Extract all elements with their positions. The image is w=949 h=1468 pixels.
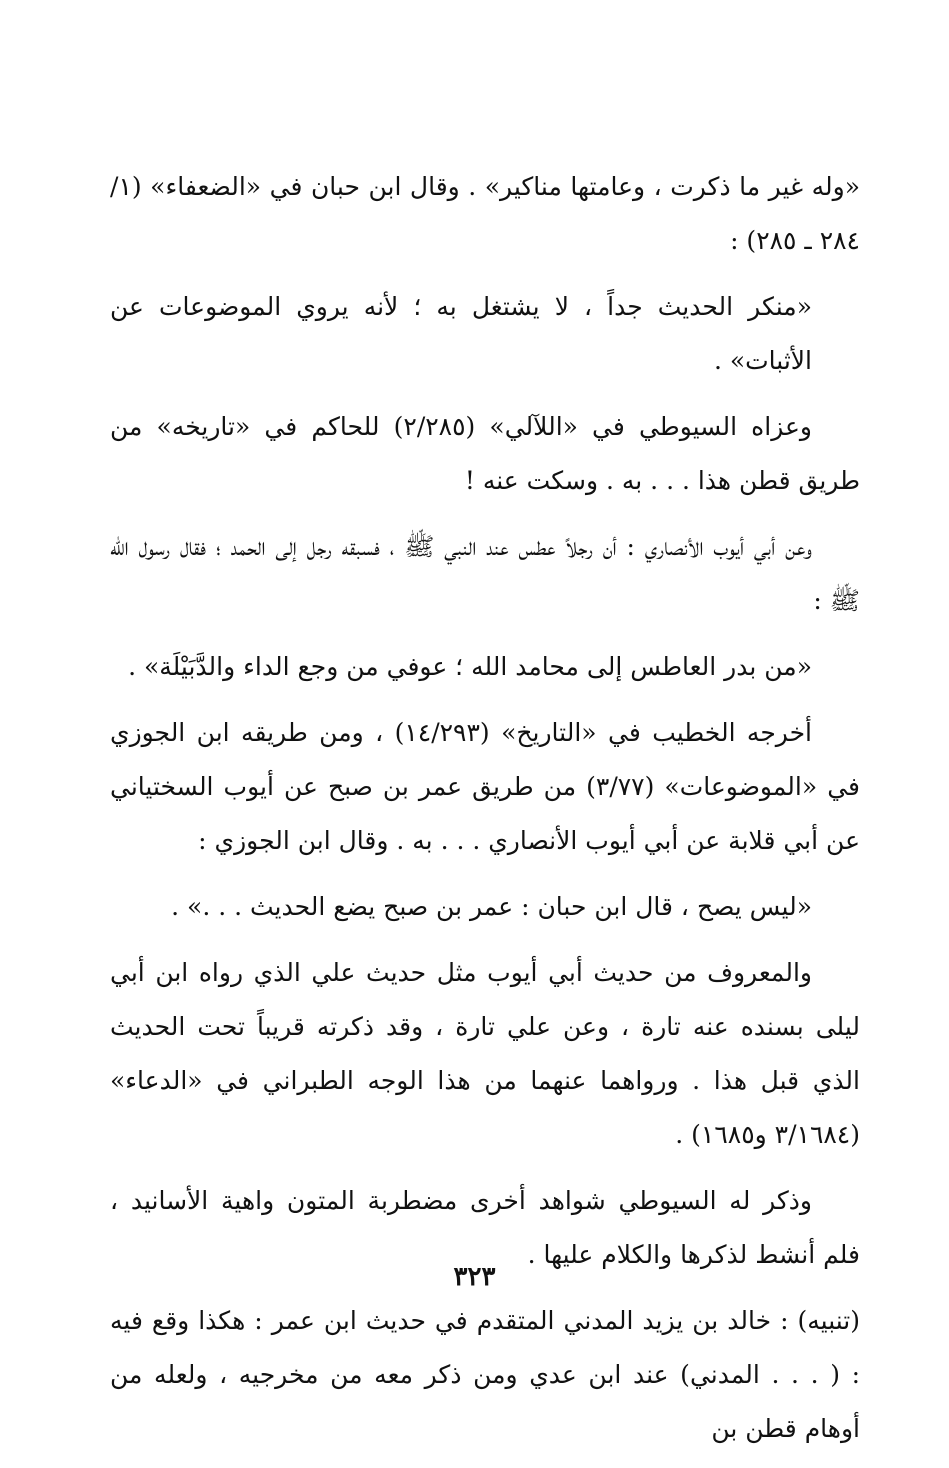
- paragraph-3: وعن أبي أيوب الأنصاري : أن رجلاً عطس عند النبي ﷺ ، فسبقه رجل إلى الحمد ؛ فقال رسول الله ﷺ :: [110, 532, 860, 615]
- paragraph-5: والمعروف من حديث أبي أيوب مثل حديث علي الذي رواه ابن أبي ليلى بسنده عنه تارة ، وعن علي تارة ، وقد ذكرته قريباً تحت الحديث الذي قبل هذا . ورواهما عنهما من هذا الوجه الطبراني في «الدعاء» (٣/١٦٨٤ و١٦٨٥) .: [110, 958, 860, 1149]
- quotation-2: «من بدر العاطس إلى محامد الله ؛ عوفي من وجع الداء والدَّبَيْلَة» .: [128, 652, 812, 681]
- paragraph-6: وذكر له السيوطي شواهد أخرى مضطربة المتون واهية الأسانيد ، فلم أنشط لذكرها والكلام عليها .: [110, 1186, 860, 1269]
- page-number: ٣٢٣: [453, 1262, 496, 1292]
- paragraph-2: وعزاه السيوطي في «اللآلي» (٢/٢٨٥) للحاكم في «تاريخه» من طريق قطن هذا . . . به . وسكت عنه !: [110, 412, 860, 495]
- quotation-3: «ليس يصح ، قال ابن حبان : عمر بن صبح يضع الحديث . . .» .: [171, 892, 812, 921]
- paragraph-7: (تنبيه) : خالد بن يزيد المدني المتقدم في حديث ابن عمر : هكذا وقع فيه : ( . . . المدني) عند ابن عدي ومن ذكر معه من مخرجيه ، ولعله من أوهام قطن بن: [110, 1306, 860, 1443]
- paragraph-1: «وله غير ما ذكرت ، وعامتها مناكير» . وقال ابن حبان في «الضعفاء» (١/ ٢٨٤ ـ ٢٨٥) :: [110, 172, 860, 255]
- quotation-1: «منكر الحديث جداً ، لا يشتغل به ؛ لأنه يروي الموضوعات عن الأثبات» .: [110, 292, 812, 375]
- paragraph-4: أخرجه الخطيب في «التاريخ» (١٤/٢٩٣) ، ومن طريقه ابن الجوزي في «الموضوعات» (٣/٧٧) من طريق عمر بن صبح عن أيوب السختياني عن أبي قلابة عن أبي أيوب الأنصاري . . . به . وقال ابن الجوزي :: [110, 718, 860, 855]
